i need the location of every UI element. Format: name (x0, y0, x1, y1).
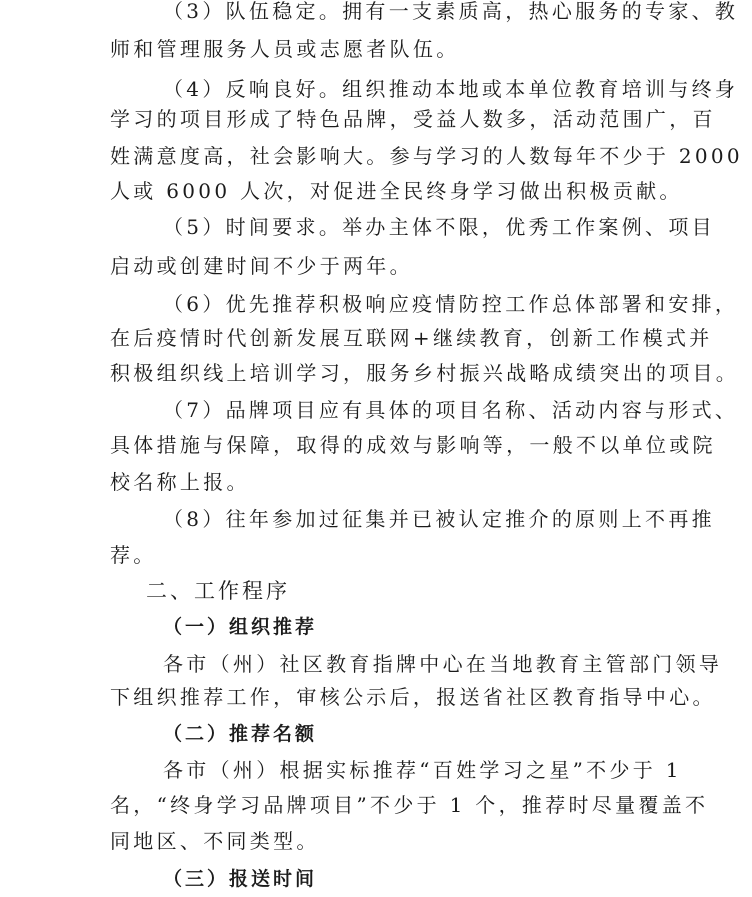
para-6-line-3: 积极组织线上培训学习，服务乡村振兴战略成绩突出的项目。 (110, 361, 740, 385)
para-4-line-3: 姓满意度高，社会影响大。参与学习的人数每年不少于 2000 (110, 144, 743, 168)
para-7-line-2: 具体措施与保障，取得的成效与影响等，一般不以单位或院 (110, 433, 716, 457)
subsection-1-line-2: 下组织推荐工作，审核公示后，报送省社区教育指导中心。 (110, 685, 716, 709)
para-7-line-3: 校名称上报。 (110, 470, 250, 494)
para-6-line-2: 在后疫情时代创新发展互联网+继续教育，创新工作模式并 (110, 326, 713, 350)
para-4-line-4: 人或 6000 人次，对促进全民终身学习做出积极贡献。 (110, 179, 683, 203)
section-2-title: 二、工作程序 (146, 579, 290, 603)
para-5-line-2: 启动或创建时间不少于两年。 (110, 254, 413, 278)
para-4-line-2: 学习的项目形成了特色品牌，受益人数多，活动范围广，百 (110, 107, 716, 131)
subsection-3-title: （三）报送时间 (163, 868, 318, 890)
subsection-2-line-2: 名，“终身学习品牌项目”不少于 1 个，推荐时尽量覆盖不 (110, 793, 709, 817)
subsection-1-line-1: 各市（州）社区教育指牌中心在当地教育主管部门领导 (163, 652, 723, 676)
subsection-1-title: （一）组织推荐 (163, 616, 318, 638)
subsection-2-title: （二）推荐名额 (163, 723, 318, 745)
para-3-line-1: （3）队伍稳定。拥有一支素质高，热心服务的专家、教 (163, 0, 739, 23)
para-8-line-1: （8）往年参加过征集并已被认定推介的原则上不再推 (163, 507, 715, 531)
para-7-line-1: （7）品牌项目应有具体的项目名称、活动内容与形式、 (163, 398, 739, 422)
subsection-2-line-1: 各市（州）根据实标推荐“百姓学习之星”不少于 1 (163, 758, 682, 782)
para-8-line-2: 荐。 (110, 543, 157, 567)
para-3-line-2: 师和管理服务人员或志愿者队伍。 (110, 37, 460, 61)
para-4-line-1: （4）反响良好。组织推动本地或本单位教育培训与终身 (163, 77, 739, 101)
subsection-2-line-3: 同地区、不同类型。 (110, 829, 320, 853)
para-6-line-1: （6）优先推荐积极响应疫情防控工作总体部署和安排， (163, 292, 739, 316)
para-5-line-1: （5）时间要求。举办主体不限，优秀工作案例、项目 (163, 215, 715, 239)
